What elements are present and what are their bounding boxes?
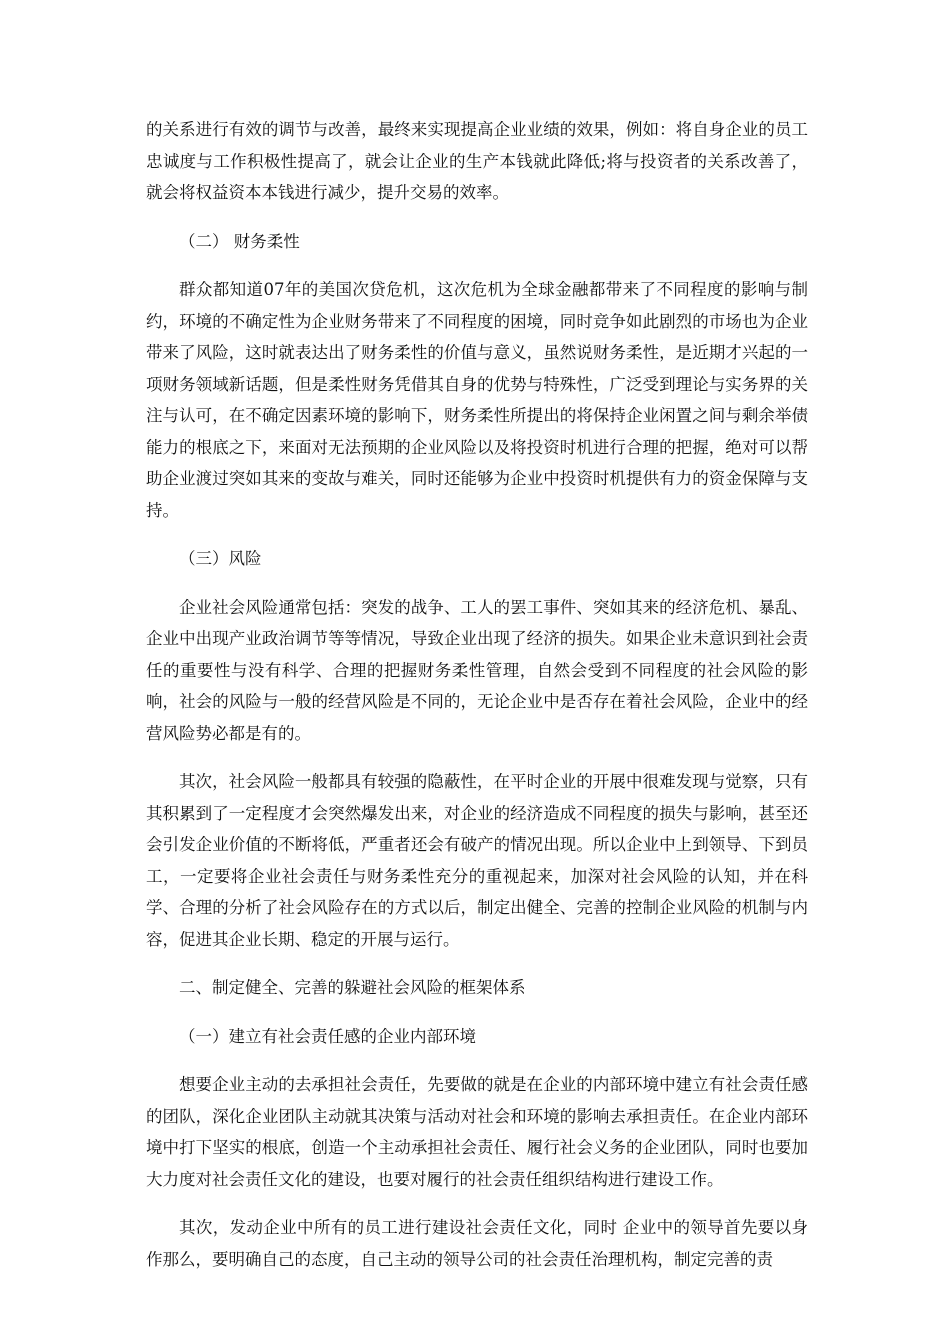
- paragraph-social-risk-types: 企业社会风险通常包括：突发的战争、工人的罢工事件、突如其来的经济危机、暴乱、企业中出现产业政治调节等等情况，导致企业出现了经济的损失。如果企业未意识到社会责任的重要性与没有科学、合理的把握财务柔性管理，自然会受到不同程度的社会风险的影响，社会的风险与一般的经营风险是不同的，无论企业中是否存在着社会风险，企业中的经营风险势必都是有的。: [146, 597, 808, 743]
- document-page: [146, 114, 808, 1275]
- paragraph-staff-culture: 其次，发动企业中所有的员工进行建设社会责任文化，同时 企业中的领导首先要以身作那么，要明确自己的态度，自己主动的领导公司的社会责任治理机构，制定完善的责: [146, 1218, 808, 1269]
- heading-financial-flexibility: （二） 财务柔性: [179, 231, 300, 251]
- paragraph-investor-relations: 的关系进行有效的调节与改善，最终来实现提高企业业绩的效果，例如：将自身企业的员工忠诚度与工作积极性提高了，就会让企业的生产本钱就此降低;将与投资者的关系改善了，就会将权益资本本钱进行减少，提升交易的效率。: [146, 120, 808, 202]
- paragraph-risk-concealment: 其次，社会风险一般都具有较强的隐蔽性，在平时企业的开展中很难发现与觉察，只有其积累到了一定程度才会突然爆发出来，对企业的经济造成不同程度的损失与影响，甚至还会引发企业价值的不断将低，严重者还会有破产的情况出现。所以企业中上到领导、下到员工，一定要将企业社会责任与财务柔性充分的重视起来，加深对社会风险的认知，并在科学、合理的分析了社会风险存在的方式以后，制定出健全、完善的控制企业风险的机制与内容，促进其企业长期、稳定的开展与运行。: [146, 772, 808, 949]
- heading-risk-framework: 二、制定健全、完善的躲避社会风险的框架体系: [179, 978, 526, 997]
- heading-risk: （三）风险: [179, 549, 262, 568]
- paragraph-subprime-crisis: 群众都知道07年的美国次贷危机，这次危机为全球金融都带来了不同程度的影响与制约，环境的不确定性为企业财务带来了不同程度的困境，同时竞争如此剧烈的市场也为企业带来了风险，这时就表达出了财务柔性的价值与意义，虽然说财务柔性，是近期才兴起的一项财务领域新话题，但是柔性财务凭借其自身的优势与特殊性，广泛受到理论与实务界的关注与认可，在不确定因素环境的影响下，财务柔性所提出的将保持企业闲置之间与剩余举债能力的根底之下，来面对无法预期的企业风险以及将投资时机进行合理的把握，绝对可以帮助企业渡过突如其来的变故与难关，同时还能够为企业中投资时机提供有力的资金保障与支持。: [146, 280, 808, 520]
- heading-internal-environment: （一）建立有社会责任感的企业内部环境: [179, 1026, 476, 1046]
- paragraph-responsible-team: 想要企业主动的去承担社会责任，先要做的就是在企业的内部环境中建立有社会责任感的团队，深化企业团队主动就其决策与活动对社会和环境的影响去承担责任。在企业内部环境中打下坚实的根底，创造一个主动承担社会责任、履行社会义务的企业团队，同时也要加大力度对社会责任文化的建设，也要对履行的社会责任组织结构进行建设工作。: [146, 1075, 808, 1189]
